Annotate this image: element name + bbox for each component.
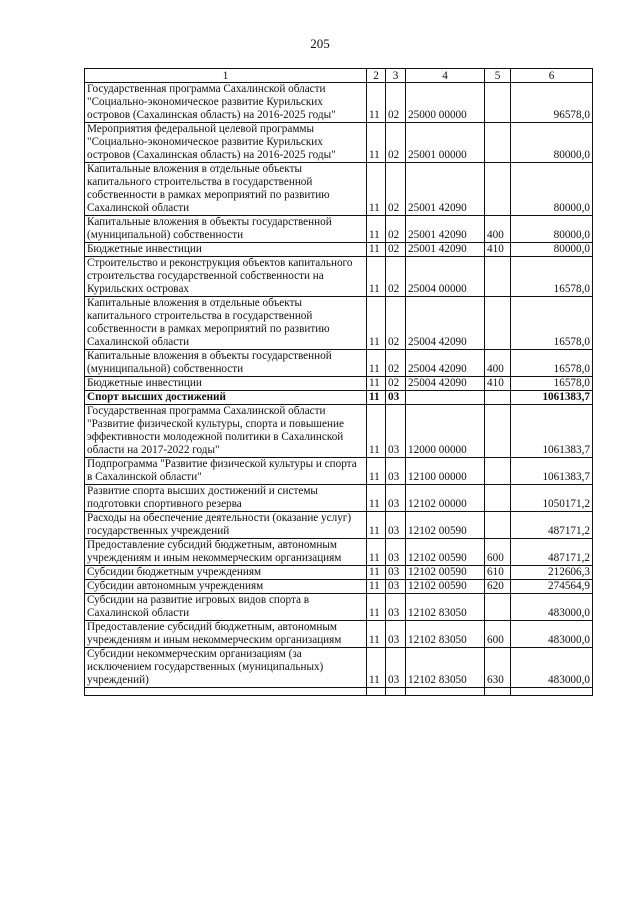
row-amount: 96578,0 xyxy=(511,83,593,123)
row-subsection: 02 xyxy=(386,243,406,257)
table-row xyxy=(85,257,593,297)
row-name: Субсидии на развитие игровых видов спорта в Сахалинской области xyxy=(85,594,367,621)
row-section: 11 xyxy=(367,539,386,566)
row-target-article: 12102 83050 xyxy=(406,594,485,621)
row-amount: 16578,0 xyxy=(511,377,593,391)
row-expense-type: 400 xyxy=(485,216,511,243)
row-name: Развитие спорта высших достижений и системы подготовки спортивного резерва xyxy=(85,485,367,512)
row-target-article: 25004 42090 xyxy=(406,377,485,391)
row-name: Капитальные вложения в объекты государственной (муниципальной) собственности xyxy=(85,350,367,377)
empty-cell xyxy=(406,688,485,696)
row-expense-type xyxy=(485,485,511,512)
header-col-2: 2 xyxy=(367,69,386,83)
row-subsection: 03 xyxy=(386,512,406,539)
row-amount: 483000,0 xyxy=(511,648,593,688)
row-expense-type xyxy=(485,512,511,539)
row-target-article: 25004 42090 xyxy=(406,350,485,377)
row-subsection: 02 xyxy=(386,297,406,350)
row-target-article: 12102 83050 xyxy=(406,648,485,688)
page-number: 205 xyxy=(310,36,330,51)
table-row xyxy=(85,83,593,123)
row-section: 11 xyxy=(367,350,386,377)
row-amount: 80000,0 xyxy=(511,123,593,163)
row-section: 11 xyxy=(367,621,386,648)
row-name: Капитальные вложения в объекты государственной (муниципальной) собственности xyxy=(85,216,367,243)
row-subsection: 02 xyxy=(386,377,406,391)
row-section: 11 xyxy=(367,566,386,580)
row-amount: 212606,3 xyxy=(511,566,593,580)
row-name: Бюджетные инвестиции xyxy=(85,243,367,257)
row-amount: 274564,9 xyxy=(511,580,593,594)
table-row xyxy=(85,350,593,377)
row-expense-type xyxy=(485,257,511,297)
table-row xyxy=(85,594,593,621)
row-subsection: 02 xyxy=(386,83,406,123)
header-row xyxy=(85,69,593,83)
row-expense-type xyxy=(485,391,511,405)
row-amount: 487171,2 xyxy=(511,539,593,566)
row-section: 11 xyxy=(367,594,386,621)
row-name: Капитальные вложения в отдельные объекты капитального строительства в государственной собственности в рамках мероприятий по развитию Сахалинской области xyxy=(85,297,367,350)
row-target-article: 25001 00000 xyxy=(406,123,485,163)
row-subsection: 02 xyxy=(386,257,406,297)
table-row xyxy=(85,648,593,688)
row-expense-type: 410 xyxy=(485,243,511,257)
row-name: Государственная программа Сахалинской области "Развитие физической культуры, спорта и повышение эффективности молодежной политики в Сахалинской области на 2017-2022 годы" xyxy=(85,405,367,458)
header-col-4: 4 xyxy=(406,69,485,83)
row-subsection: 03 xyxy=(386,594,406,621)
row-section: 11 xyxy=(367,391,386,405)
row-expense-type: 410 xyxy=(485,377,511,391)
row-expense-type xyxy=(485,297,511,350)
header-col-5: 5 xyxy=(485,69,511,83)
row-section: 11 xyxy=(367,485,386,512)
row-amount: 80000,0 xyxy=(511,163,593,216)
row-section: 11 xyxy=(367,405,386,458)
row-amount: 16578,0 xyxy=(511,350,593,377)
table-row xyxy=(85,621,593,648)
row-amount: 483000,0 xyxy=(511,621,593,648)
row-target-article: 12102 00590 xyxy=(406,512,485,539)
row-name: Строительство и реконструкция объектов капитального строительства государственной собственности на Курильских островах xyxy=(85,257,367,297)
row-subsection: 03 xyxy=(386,566,406,580)
table-row xyxy=(85,458,593,485)
row-section: 11 xyxy=(367,580,386,594)
row-subsection: 02 xyxy=(386,350,406,377)
row-expense-type xyxy=(485,458,511,485)
row-subsection: 02 xyxy=(386,123,406,163)
row-subsection: 03 xyxy=(386,539,406,566)
row-section: 11 xyxy=(367,216,386,243)
budget-table xyxy=(84,68,593,696)
empty-cell xyxy=(85,688,367,696)
table-row-continuation xyxy=(85,688,593,696)
table-row xyxy=(85,566,593,580)
row-amount: 1061383,7 xyxy=(511,391,593,405)
row-section: 11 xyxy=(367,648,386,688)
row-amount: 487171,2 xyxy=(511,512,593,539)
row-section: 11 xyxy=(367,297,386,350)
row-amount: 80000,0 xyxy=(511,243,593,257)
row-expense-type: 400 xyxy=(485,350,511,377)
row-subsection: 02 xyxy=(386,216,406,243)
row-subsection: 02 xyxy=(386,163,406,216)
row-expense-type xyxy=(485,123,511,163)
row-section: 11 xyxy=(367,458,386,485)
row-target-article: 12102 00590 xyxy=(406,566,485,580)
empty-cell xyxy=(485,688,511,696)
row-name: Капитальные вложения в отдельные объекты капитального строительства в государственной собственности в рамках мероприятий по развитию Сахалинской области xyxy=(85,163,367,216)
table-row xyxy=(85,163,593,216)
row-subsection: 03 xyxy=(386,648,406,688)
row-name: Спорт высших достижений xyxy=(85,391,367,405)
row-name: Расходы на обеспечение деятельности (оказание услуг) государственных учреждений xyxy=(85,512,367,539)
row-target-article: 25001 42090 xyxy=(406,243,485,257)
row-target-article xyxy=(406,391,485,405)
row-subsection: 03 xyxy=(386,458,406,485)
row-name: Предоставление субсидий бюджетным, автономным учреждениям и иным некоммерческим организациям xyxy=(85,539,367,566)
row-expense-type xyxy=(485,163,511,216)
row-subsection: 03 xyxy=(386,405,406,458)
row-target-article: 12102 00590 xyxy=(406,539,485,566)
row-amount: 80000,0 xyxy=(511,216,593,243)
row-expense-type xyxy=(485,83,511,123)
table-row xyxy=(85,123,593,163)
table-row xyxy=(85,580,593,594)
row-name: Предоставление субсидий бюджетным, автономным учреждениям и иным некоммерческим организациям xyxy=(85,621,367,648)
row-amount: 1061383,7 xyxy=(511,405,593,458)
empty-cell xyxy=(386,688,406,696)
row-amount: 483000,0 xyxy=(511,594,593,621)
table-row xyxy=(85,485,593,512)
header-col-1: 1 xyxy=(85,69,367,83)
row-amount: 1050171,2 xyxy=(511,485,593,512)
row-expense-type: 600 xyxy=(485,621,511,648)
header-col-6: 6 xyxy=(511,69,593,83)
row-target-article: 25004 00000 xyxy=(406,257,485,297)
row-expense-type: 620 xyxy=(485,580,511,594)
row-section: 11 xyxy=(367,163,386,216)
row-name: Государственная программа Сахалинской области "Социально-экономическое развитие Курильских островов (Сахалинская область) на 2016-2025 годы" xyxy=(85,83,367,123)
row-expense-type xyxy=(485,594,511,621)
row-expense-type: 610 xyxy=(485,566,511,580)
table-row xyxy=(85,539,593,566)
row-target-article: 12000 00000 xyxy=(406,405,485,458)
row-target-article: 12102 83050 xyxy=(406,621,485,648)
row-name: Бюджетные инвестиции xyxy=(85,377,367,391)
table-row xyxy=(85,243,593,257)
table-row xyxy=(85,216,593,243)
header-col-3: 3 xyxy=(386,69,406,83)
table-row xyxy=(85,391,593,405)
empty-cell xyxy=(511,688,593,696)
row-section: 11 xyxy=(367,83,386,123)
row-target-article: 25001 42090 xyxy=(406,216,485,243)
row-section: 11 xyxy=(367,243,386,257)
row-name: Подпрограмма "Развитие физической культуры и спорта в Сахалинской области" xyxy=(85,458,367,485)
row-name: Субсидии бюджетным учреждениям xyxy=(85,566,367,580)
row-name: Мероприятия федеральной целевой программы "Социально-экономическое развитие Курильских островов (Сахалинская область) на 2016-2025 годы" xyxy=(85,123,367,163)
row-section: 11 xyxy=(367,377,386,391)
row-subsection: 03 xyxy=(386,391,406,405)
row-section: 11 xyxy=(367,123,386,163)
row-target-article: 25000 00000 xyxy=(406,83,485,123)
row-expense-type: 600 xyxy=(485,539,511,566)
row-amount: 1061383,7 xyxy=(511,458,593,485)
row-subsection: 03 xyxy=(386,485,406,512)
row-subsection: 03 xyxy=(386,580,406,594)
row-section: 11 xyxy=(367,257,386,297)
table-row xyxy=(85,512,593,539)
row-target-article: 25001 42090 xyxy=(406,163,485,216)
row-amount: 16578,0 xyxy=(511,257,593,297)
row-subsection: 03 xyxy=(386,621,406,648)
row-name: Субсидии некоммерческим организациям (за исключением государственных (муниципальных) учреждений) xyxy=(85,648,367,688)
row-section: 11 xyxy=(367,512,386,539)
row-target-article: 12102 00000 xyxy=(406,485,485,512)
row-target-article: 12102 00590 xyxy=(406,580,485,594)
row-name: Субсидии автономным учреждениям xyxy=(85,580,367,594)
table-row xyxy=(85,297,593,350)
table-row xyxy=(85,405,593,458)
table-body xyxy=(85,83,593,696)
row-target-article: 25004 42090 xyxy=(406,297,485,350)
row-expense-type: 630 xyxy=(485,648,511,688)
row-expense-type xyxy=(485,405,511,458)
table-row xyxy=(85,377,593,391)
row-amount: 16578,0 xyxy=(511,297,593,350)
empty-cell xyxy=(367,688,386,696)
row-target-article: 12100 00000 xyxy=(406,458,485,485)
